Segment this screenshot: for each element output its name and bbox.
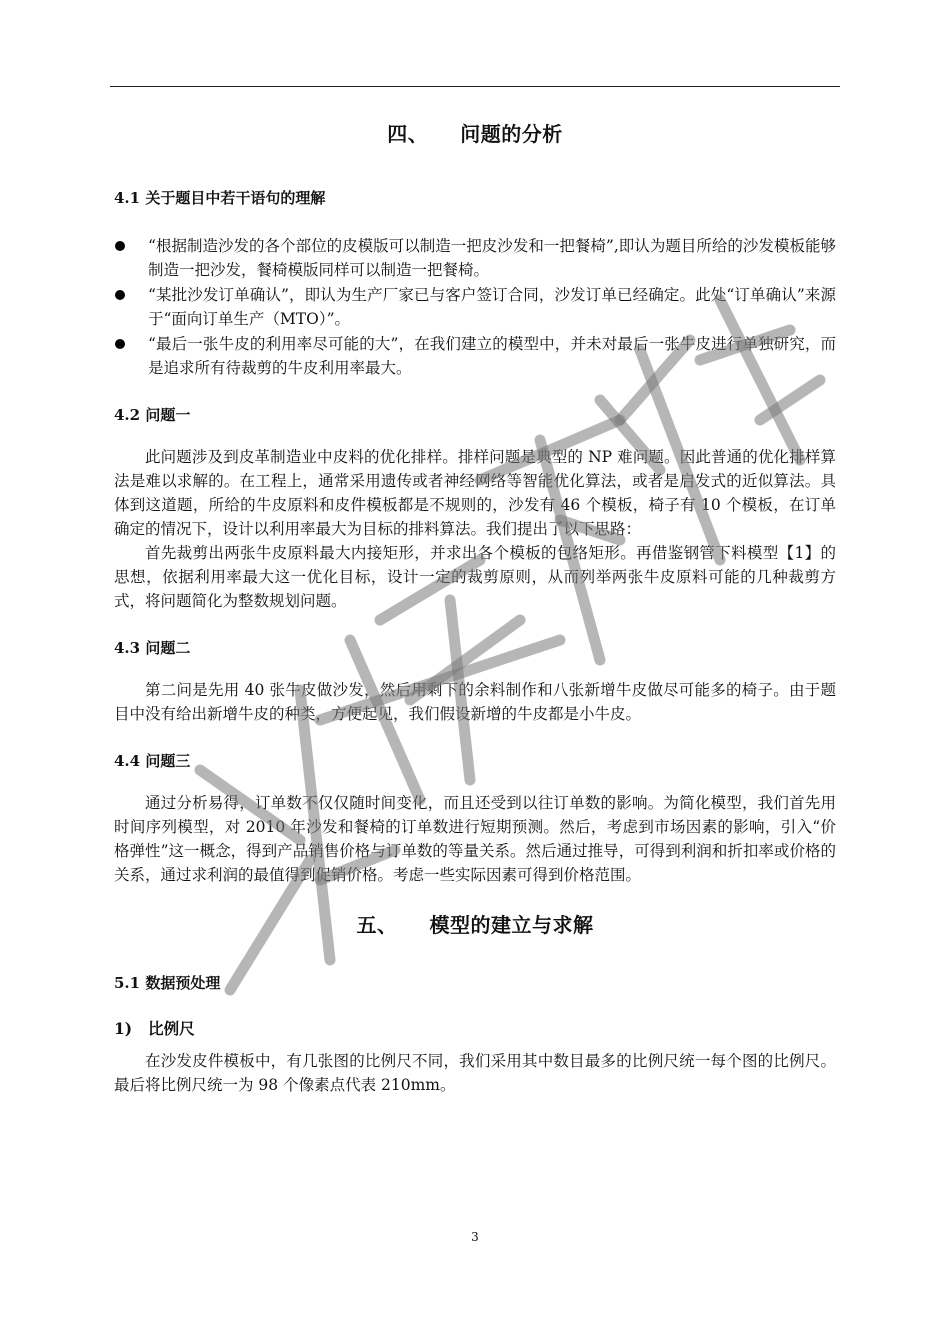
bullet-list-4-1 <box>114 234 836 380</box>
section-4-title-text: 问题的分析 <box>460 122 563 146</box>
paragraph-4-2-a: 此问题涉及到皮革制造业中皮料的优化排样。排样问题是典型的 NP 难问题。因此普通的优化排样算法是难以求解的。在工程上，通常采用遗传或者神经网络等智能优化算法，或者是启发式的近似算法。具体到这道题，所给的牛皮原料和皮件模板都是不规则的，沙发有 46 个模板，椅子有 10 个模板，在订单确定的情况下，设计以利用率最大为目标的排料算法。我们提出了以下思路： <box>114 448 836 538</box>
section-5-title <box>114 909 836 938</box>
bullet-item <box>114 332 836 380</box>
page-content <box>114 110 836 1097</box>
bullet-text: “最后一张牛皮的利用率尽可能的大”，在我们建立的模型中，并未对最后一张牛皮进行单独研究，而是追求所有待裁剪的牛皮利用率最大。 <box>148 335 836 377</box>
heading-4-4: 4.4 问题三 <box>114 752 191 770</box>
heading-4-2: 4.2 问题一 <box>114 406 191 424</box>
paragraph-4-4: 通过分析易得，订单数不仅仅随时间变化，而且还受到以往订单数的影响。为简化模型，我们首先用时间序列模型，对 2010 年沙发和餐椅的订单数进行短期预测。然后，考虑到市场因素的影响，引入“价格弹性”这一概念，得到产品销售价格与订单数的等量关系。然后通过推导，可得到利润和折扣率或价格的关系，通过求利润的最值得到促销价格。考虑一些实际因素可得到价格范围。 <box>114 794 836 884</box>
subheading-index: 1) <box>114 1019 133 1038</box>
bullet-dot-icon <box>115 339 125 349</box>
page-number: 3 <box>471 1230 479 1244</box>
bullet-item <box>114 234 836 282</box>
bullet-dot-icon <box>115 241 125 251</box>
heading-4-3: 4.3 问题二 <box>114 639 191 657</box>
bullet-item <box>114 283 836 331</box>
paragraph-4-2-b: 首先裁剪出两张牛皮原料最大内接矩形，并求出各个模板的包络矩形。再借鉴钢管下料模型【1】的思想，依据利用率最大这一优化目标，设计一定的裁剪原则，从而列举两张牛皮原料可能的几种裁剪方式，将问题简化为整数规划问题。 <box>114 544 836 610</box>
section-5-number: 五、 <box>356 913 398 937</box>
heading-4-1: 4.1 关于题目中若干语句的理解 <box>114 189 326 207</box>
bullet-dot-icon <box>115 290 125 300</box>
header-rule <box>110 86 840 87</box>
paragraph-4-3: 第二问是先用 40 张牛皮做沙发，然后用剩下的余料制作和八张新增牛皮做尽可能多的椅子。由于题目中没有给出新增牛皮的种类，方便起见，我们假设新增的牛皮都是小牛皮。 <box>114 681 836 723</box>
heading-5-1: 5.1 数据预处理 <box>114 974 221 992</box>
section-4-title <box>114 118 836 147</box>
bullet-text: “根据制造沙发的各个部位的皮模版可以制造一把皮沙发和一把餐椅”,即认为题目所给的沙发模板能够制造一把沙发，餐椅模版同样可以制造一把餐椅。 <box>148 237 836 279</box>
section-4-number: 四、 <box>387 122 429 146</box>
subheading-5-1-1 <box>114 1017 836 1039</box>
subheading-title: 比例尺 <box>148 1019 195 1038</box>
bullet-text: “某批沙发订单确认”，即认为生产厂家已与客户签订合同，沙发订单已经确定。此处“订单确认”来源于“面向订单生产（MTO）”。 <box>148 286 836 328</box>
section-5-title-text: 模型的建立与求解 <box>429 913 594 937</box>
paragraph-5-1-1: 在沙发皮件模板中，有几张图的比例尺不同，我们采用其中数目最多的比例尺统一每个图的比例尺。最后将比例尺统一为 98 个像素点代表 210mm。 <box>114 1052 836 1094</box>
